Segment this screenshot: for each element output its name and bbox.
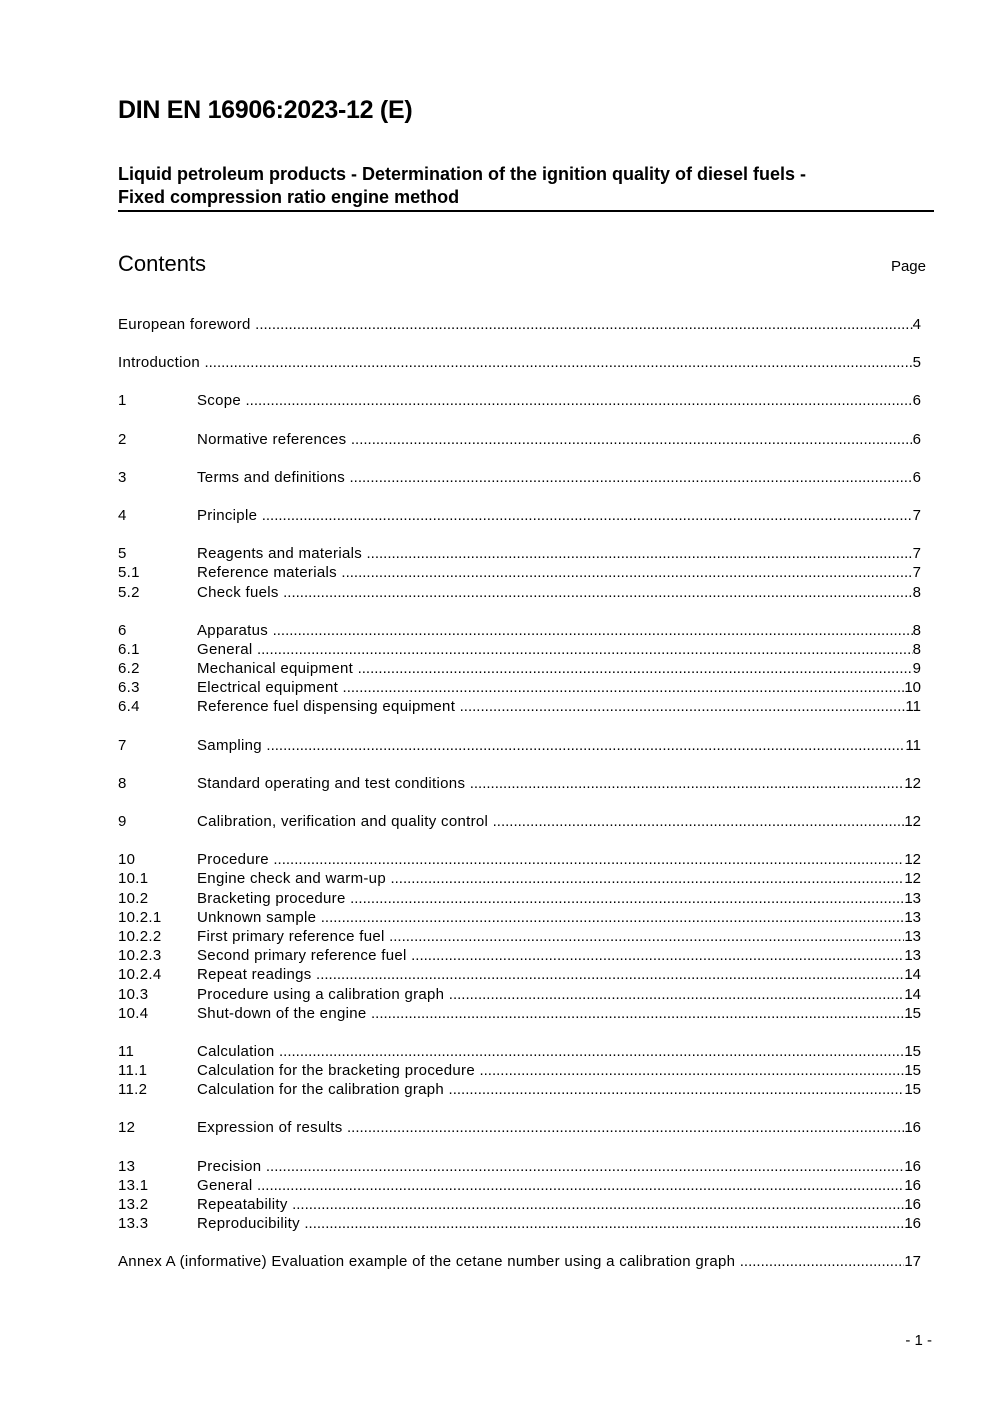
toc-entry-number: 7 — [118, 736, 127, 754]
toc-entry-page: 5 — [912, 354, 921, 372]
toc-entry-title: Repeat readings — [197, 966, 312, 984]
toc-entry[interactable] — [118, 563, 921, 582]
toc-entry-page: 7 — [912, 545, 921, 563]
toc-entry-number: 13 — [118, 1157, 136, 1175]
toc-entry-page: 8 — [912, 583, 921, 601]
toc-entry-page: 15 — [904, 1081, 921, 1099]
toc-entry-page: 15 — [904, 1042, 921, 1060]
toc-entry-title: Calculation for the bracketing procedure — [197, 1062, 475, 1080]
toc-entry-title: General — [197, 640, 253, 658]
toc-entry[interactable] — [118, 1118, 921, 1137]
toc-entry-number: 10.4 — [118, 1004, 149, 1022]
toc-leader-dots — [371, 1004, 904, 1023]
toc-entry-number: 5.2 — [118, 583, 140, 601]
toc-entry-number: 10 — [118, 851, 136, 869]
page-column-heading: Page — [890, 258, 926, 275]
toc-entry-page: 15 — [904, 1062, 921, 1080]
toc-entry[interactable] — [118, 946, 921, 965]
toc-entry[interactable] — [118, 391, 921, 410]
toc-entry-title: Precision — [197, 1157, 262, 1175]
toc-entry-title: Annex A (informative) Evaluation example of the cetane number using a calibration graph — [118, 1253, 736, 1271]
toc-entry-title: European foreword — [118, 316, 251, 333]
toc-entry[interactable] — [118, 1004, 921, 1023]
toc-entry-number: 10.1 — [118, 870, 149, 888]
toc-leader-dots — [292, 1195, 904, 1214]
toc-entry[interactable] — [118, 430, 921, 449]
toc-entry-title: Electrical equipment — [197, 679, 339, 697]
toc-leader-dots — [266, 736, 905, 755]
toc-leader-dots — [411, 946, 904, 965]
toc-entry-page: 11 — [905, 736, 921, 754]
toc-entry[interactable] — [118, 315, 921, 334]
toc-entry-title: Reference fuel dispensing equipment — [197, 698, 456, 716]
toc-leader-dots — [273, 850, 904, 869]
toc-entry[interactable] — [118, 1252, 921, 1271]
toc-entry-page: 12 — [904, 813, 921, 830]
subtitle-line-2: Fixed compression ratio engine method — [118, 187, 460, 207]
toc-entry-page: 13 — [904, 908, 921, 926]
toc-leader-dots — [321, 908, 905, 927]
toc-leader-dots — [350, 468, 913, 487]
toc-entry[interactable] — [118, 621, 921, 640]
toc-entry-title: Apparatus — [197, 621, 269, 639]
toc-leader-dots — [204, 353, 912, 372]
toc-entry-number: 5.1 — [118, 564, 140, 582]
toc-entry-title: First primary reference fuel — [197, 927, 385, 945]
toc-entry-number: 6.3 — [118, 679, 140, 697]
document-id: DIN EN 16906:2023-12 (E) — [118, 96, 413, 124]
toc-entry-number: 3 — [118, 468, 127, 486]
toc-leader-dots — [740, 1252, 905, 1271]
toc-entry-title: Terms and definitions — [197, 468, 346, 486]
toc-entry-number: 11.1 — [118, 1062, 148, 1080]
toc-leader-dots — [389, 927, 904, 946]
toc-entry[interactable] — [118, 812, 921, 831]
toc-entry-number: 11.2 — [118, 1081, 148, 1099]
toc-entry-title: Mechanical equipment — [197, 660, 354, 678]
toc-entry-title: Repeatability — [197, 1196, 288, 1213]
table-of-contents — [118, 315, 921, 1272]
toc-leader-dots — [493, 812, 905, 831]
toc-entry-number: 10.3 — [118, 985, 149, 1003]
toc-entry-page: 7 — [912, 506, 921, 524]
toc-leader-dots — [367, 544, 913, 563]
toc-entry-page: 13 — [904, 947, 921, 965]
toc-entry-number: 10.2.4 — [118, 966, 162, 984]
toc-leader-dots — [257, 1176, 904, 1195]
toc-entry-page: 6 — [912, 468, 921, 486]
toc-entry-number: 13.2 — [118, 1196, 149, 1213]
toc-entry-title: Expression of results — [197, 1119, 343, 1137]
toc-entry[interactable] — [118, 1061, 921, 1080]
toc-entry-title: Scope — [197, 392, 242, 410]
toc-entry-page: 16 — [904, 1215, 921, 1233]
toc-entry[interactable] — [118, 1176, 921, 1195]
toc-entry-number: 13.1 — [118, 1176, 149, 1194]
toc-entry-number: 6.4 — [118, 698, 140, 716]
toc-entry-number: 6.2 — [118, 660, 140, 678]
toc-entry-title: Calibration, verification and quality control — [197, 813, 489, 830]
toc-entry-page: 7 — [912, 564, 921, 582]
toc-entry-page: 10 — [904, 679, 921, 697]
toc-entry-title: Unknown sample — [197, 908, 317, 926]
toc-leader-dots — [273, 621, 913, 640]
toc-entry-page: 16 — [904, 1196, 921, 1213]
toc-entry-number: 1 — [118, 392, 127, 410]
toc-entry-page: 16 — [904, 1157, 921, 1175]
toc-entry-page: 14 — [904, 966, 921, 984]
toc-entry-title: Check fuels — [197, 583, 279, 601]
toc-entry-number: 10.2.2 — [118, 927, 162, 945]
toc-entry[interactable] — [118, 640, 921, 659]
toc-entry-page: 17 — [904, 1253, 921, 1271]
toc-entry-number: 10.2.3 — [118, 947, 162, 965]
toc-entry-title: Sampling — [197, 736, 262, 754]
toc-leader-dots — [449, 985, 905, 1004]
toc-entry-number: 8 — [118, 774, 127, 792]
toc-entry-title: Normative references — [197, 430, 347, 448]
toc-entry-number: 13.3 — [118, 1215, 149, 1233]
toc-leader-dots — [262, 506, 913, 525]
toc-entry-page: 16 — [904, 1176, 921, 1194]
page-number: - 1 - — [905, 1332, 932, 1349]
toc-leader-dots — [351, 430, 913, 449]
toc-leader-dots — [266, 1157, 904, 1176]
toc-leader-dots — [283, 583, 913, 602]
toc-entry[interactable] — [118, 1042, 921, 1061]
toc-leader-dots — [257, 640, 913, 659]
toc-entry-page: 8 — [912, 640, 921, 658]
toc-entry-number: 9 — [118, 813, 127, 830]
toc-entry[interactable] — [118, 869, 921, 888]
toc-leader-dots — [341, 563, 912, 582]
toc-entry[interactable] — [118, 850, 921, 869]
toc-entry-page: 13 — [904, 927, 921, 945]
toc-entry[interactable] — [118, 678, 921, 697]
toc-entry-title: Calculation — [197, 1042, 275, 1060]
toc-entry-page: 12 — [904, 774, 921, 792]
toc-entry-number: 11 — [118, 1042, 135, 1060]
toc-entry[interactable] — [118, 468, 921, 487]
toc-entry[interactable] — [118, 736, 921, 755]
toc-entry[interactable] — [118, 965, 921, 984]
toc-leader-dots — [390, 869, 904, 888]
toc-entry-title: Second primary reference fuel — [197, 947, 407, 965]
toc-entry-title: Bracketing procedure — [197, 889, 346, 907]
toc-entry-page: 12 — [904, 851, 921, 869]
toc-entry-page: 4 — [912, 316, 921, 333]
toc-leader-dots — [343, 678, 905, 697]
toc-entry-number: 5 — [118, 545, 127, 563]
toc-entry-title: Standard operating and test conditions — [197, 774, 466, 792]
toc-leader-dots — [304, 1214, 904, 1233]
toc-entry-number: 6 — [118, 621, 127, 639]
toc-leader-dots — [470, 774, 905, 793]
toc-entry-title: Procedure — [197, 851, 269, 869]
toc-entry-title: Reproducibility — [197, 1215, 300, 1233]
toc-entry[interactable] — [118, 353, 921, 372]
toc-entry-page: 14 — [904, 985, 921, 1003]
toc-entry-page: 15 — [904, 1004, 921, 1022]
toc-entry-page: 13 — [904, 889, 921, 907]
toc-leader-dots — [449, 1080, 905, 1099]
toc-entry-page: 16 — [904, 1119, 921, 1137]
contents-heading: Contents — [118, 251, 207, 276]
toc-entry-title: General — [197, 1176, 253, 1194]
subtitle-line-1: Liquid petroleum products - Determination of the ignition quality of diesel fuels - — [118, 164, 807, 184]
toc-entry[interactable] — [118, 774, 921, 793]
toc-entry-title: Procedure using a calibration graph — [197, 985, 445, 1003]
document-subtitle — [118, 163, 933, 209]
toc-entry-title: Introduction — [118, 354, 200, 372]
toc-entry-number: 6.1 — [118, 640, 140, 658]
toc-leader-dots — [279, 1042, 904, 1061]
toc-entry[interactable] — [118, 506, 921, 525]
toc-entry[interactable] — [118, 1195, 921, 1214]
toc-entry[interactable] — [118, 1157, 921, 1176]
toc-entry[interactable] — [118, 544, 921, 563]
toc-leader-dots — [358, 659, 913, 678]
toc-entry-title: Principle — [197, 506, 258, 524]
toc-entry[interactable] — [118, 1214, 921, 1233]
toc-leader-dots — [246, 391, 913, 410]
toc-entry[interactable] — [118, 659, 921, 678]
title-divider — [118, 210, 934, 212]
toc-entry-title: Calculation for the calibration graph — [197, 1081, 445, 1099]
toc-entry-title: Reagents and materials — [197, 545, 363, 563]
toc-entry-number: 10.2.1 — [118, 908, 162, 926]
toc-entry-number: 10.2 — [118, 889, 149, 907]
toc-entry-page: 11 — [905, 698, 921, 716]
toc-entry[interactable] — [118, 889, 921, 908]
toc-entry-title: Reference materials — [197, 564, 337, 582]
toc-entry-number: 4 — [118, 506, 127, 524]
toc-entry[interactable] — [118, 985, 921, 1004]
toc-entry-number: 12 — [118, 1119, 136, 1137]
toc-entry-page: 6 — [912, 392, 921, 410]
toc-leader-dots — [255, 315, 913, 334]
toc-entry[interactable] — [118, 697, 921, 716]
toc-entry-page: 12 — [904, 870, 921, 888]
toc-entry-number: 2 — [118, 430, 127, 448]
toc-leader-dots — [479, 1061, 904, 1080]
toc-entry-title: Engine check and warm-up — [197, 870, 386, 888]
toc-leader-dots — [347, 1118, 904, 1137]
toc-entry[interactable] — [118, 927, 921, 946]
toc-entry-title: Shut-down of the engine — [197, 1004, 367, 1022]
toc-entry-page: 6 — [912, 430, 921, 448]
toc-entry-page: 9 — [912, 660, 921, 678]
toc-leader-dots — [316, 965, 904, 984]
toc-leader-dots — [350, 889, 904, 908]
toc-entry[interactable] — [118, 583, 921, 602]
toc-leader-dots — [460, 697, 906, 716]
toc-entry-page: 8 — [912, 621, 921, 639]
toc-entry[interactable] — [118, 908, 921, 927]
toc-entry[interactable] — [118, 1080, 921, 1099]
